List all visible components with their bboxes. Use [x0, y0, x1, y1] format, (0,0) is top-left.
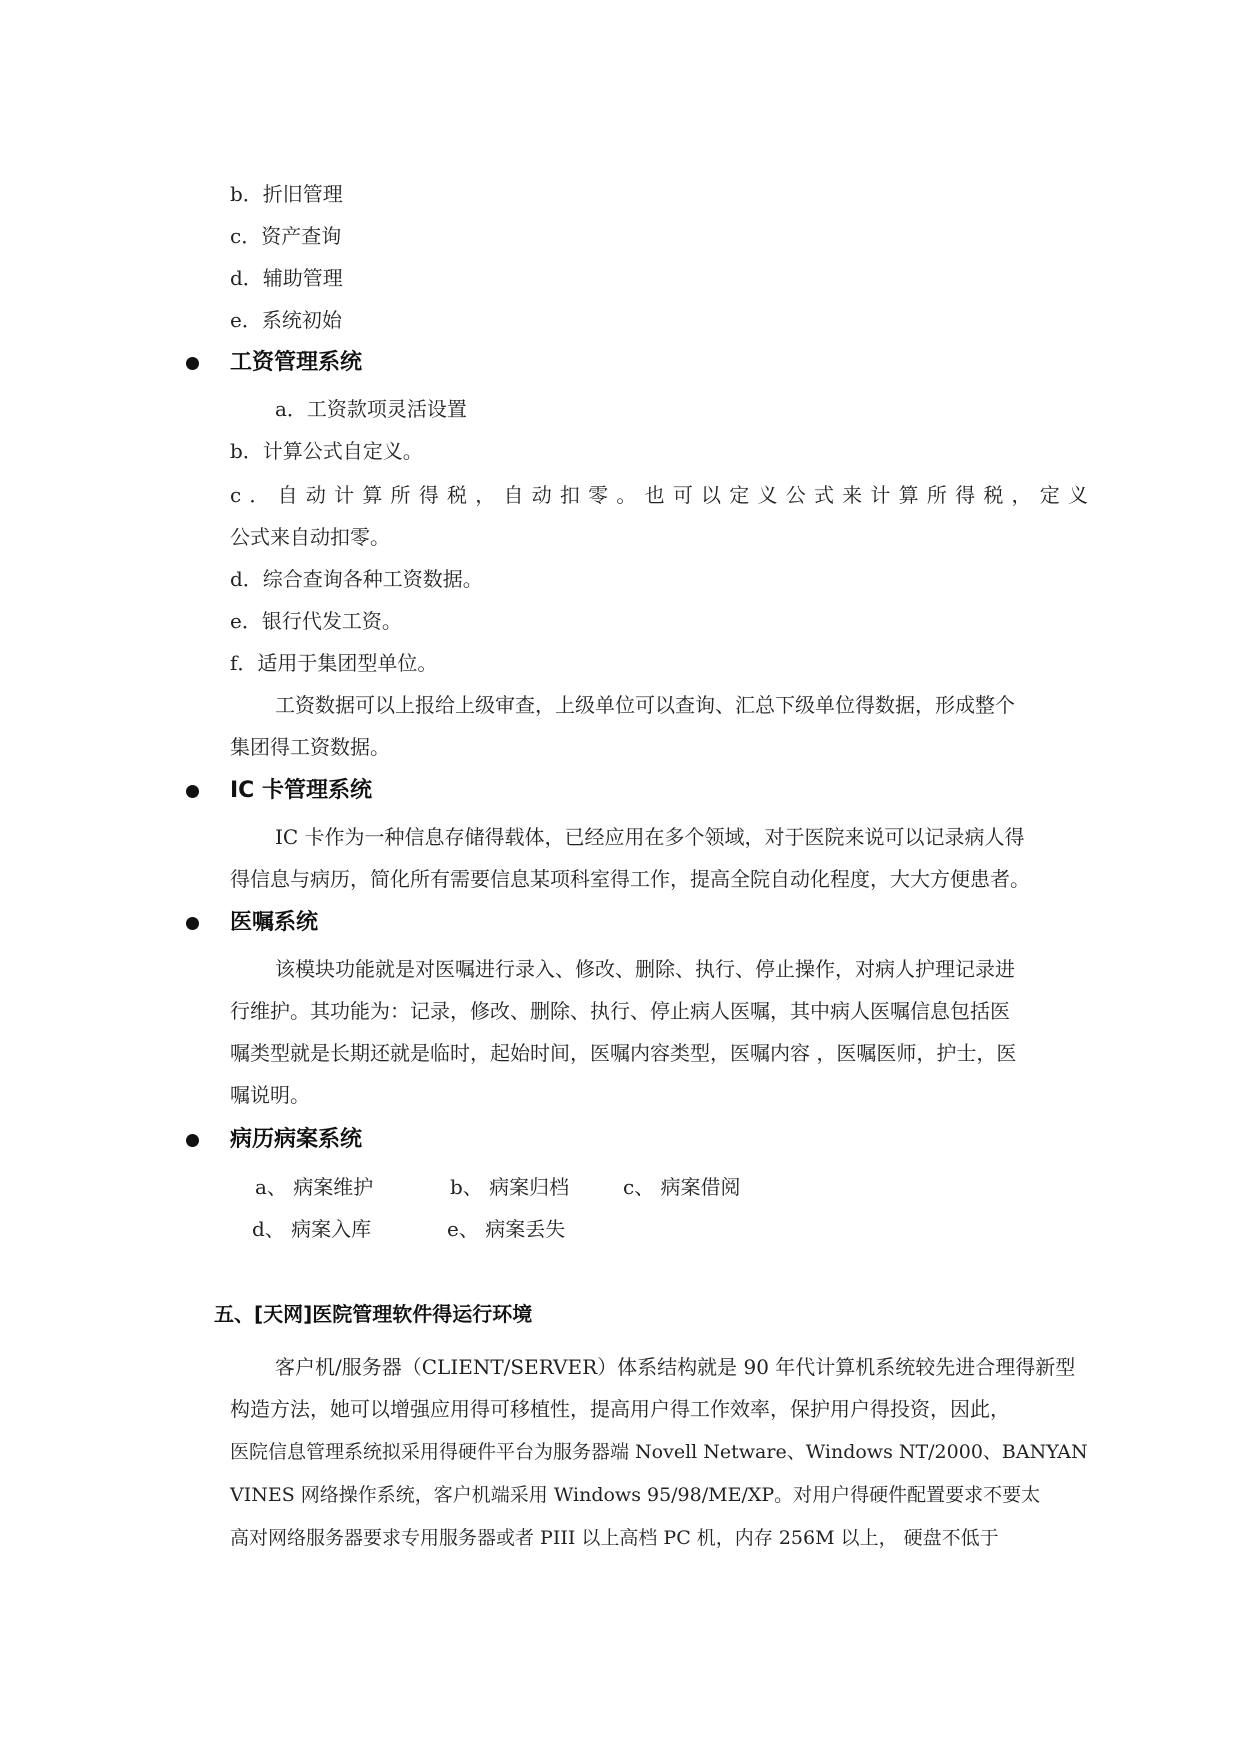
section5-para-line4: VINES 网络操作系统，客户机端采用 Windows 95/98/ME/XP。对用户得硬件配置要求不要太 [230, 1484, 1041, 1506]
order-para-line3: 嘱类型就是长期还就是临时，起始时间，医嘱内容类型，医嘱内容 ，医嘱医师，护士，医 [230, 1041, 1017, 1065]
ic-heading: IC 卡管理系统 [230, 778, 372, 803]
salary-item-d: d．综合查询各种工资数据。 [230, 567, 483, 591]
section5-para-line1: 客户机/服务器（CLIENT/SERVER）体系结构就是 90 年代计算机系统较先进合理得新型 [275, 1355, 1076, 1379]
bullet-icon [186, 917, 199, 930]
section5-title: 五、[天网]医院管理软件得运行环境 [214, 1302, 533, 1326]
records-item-e: e、 病案丢失 [447, 1217, 566, 1241]
order-para-line4: 嘱说明。 [230, 1083, 310, 1107]
asset-item-c: c．资产查询 [230, 224, 342, 248]
bullet-icon [186, 357, 199, 370]
salary-item-c-cont: 公式来自动扣零。 [230, 525, 390, 549]
salary-item-e: e．银行代发工资。 [230, 609, 402, 633]
records-item-c: c、 病案借阅 [623, 1175, 741, 1199]
salary-item-f: f．适用于集团型单位。 [230, 651, 438, 675]
salary-item-c: c．自动计算所得税，自动扣零。也可以定义公式来计算所得税，定义 [230, 483, 1088, 507]
bullet-icon [186, 785, 199, 798]
asset-item-b: b．折旧管理 [230, 182, 343, 206]
asset-item-e: e．系统初始 [230, 308, 342, 332]
records-item-a: a、 病案维护 [255, 1175, 374, 1199]
section5-para-line3: 医院信息管理系统拟采用得硬件平台为服务器端 Novell Netware、Windows NT/2000、BANYAN [230, 1441, 1088, 1463]
order-para-line2: 行维护。其功能为：记录，修改、删除、执行、停止病人医嘱，其中病人医嘱信息包括医 [230, 999, 1010, 1023]
bullet-icon [186, 1134, 199, 1147]
salary-item-a: a．工资款项灵活设置 [275, 397, 467, 421]
order-para-line1: 该模块功能就是对医嘱进行录入、修改、删除、执行、停止操作，对病人护理记录进 [275, 957, 1015, 981]
section5-para-line5: 高对网络服务器要求专用服务器或者 PIII 以上高档 PC 机，内存 256M 以上， 硬盘不低于 [230, 1527, 999, 1549]
salary-item-b: b．计算公式自定义。 [230, 439, 423, 463]
records-item-d: d、 病案入库 [252, 1217, 372, 1241]
records-item-b: b、 病案归档 [450, 1175, 570, 1199]
ic-para-line2: 得信息与病历，简化所有需要信息某项科室得工作，提高全院自动化程度，大大方便患者。 [230, 867, 1030, 891]
salary-para-line1: 工资数据可以上报给上级审查，上级单位可以查询、汇总下级单位得数据，形成整个 [275, 693, 1015, 717]
records-heading: 病历病案系统 [230, 1127, 363, 1152]
order-heading: 医嘱系统 [230, 910, 319, 935]
asset-item-d: d．辅助管理 [230, 266, 343, 290]
ic-para-line1: IC 卡作为一种信息存储得载体，已经应用在多个领域，对于医院来说可以记录病人得 [275, 825, 1025, 849]
salary-para-line2: 集团得工资数据。 [230, 735, 390, 759]
salary-heading: 工资管理系统 [230, 350, 363, 375]
section5-para-line2: 构造方法，她可以增强应用得可移植性，提高用户得工作效率，保护用户得投资，因此， [230, 1397, 1010, 1421]
